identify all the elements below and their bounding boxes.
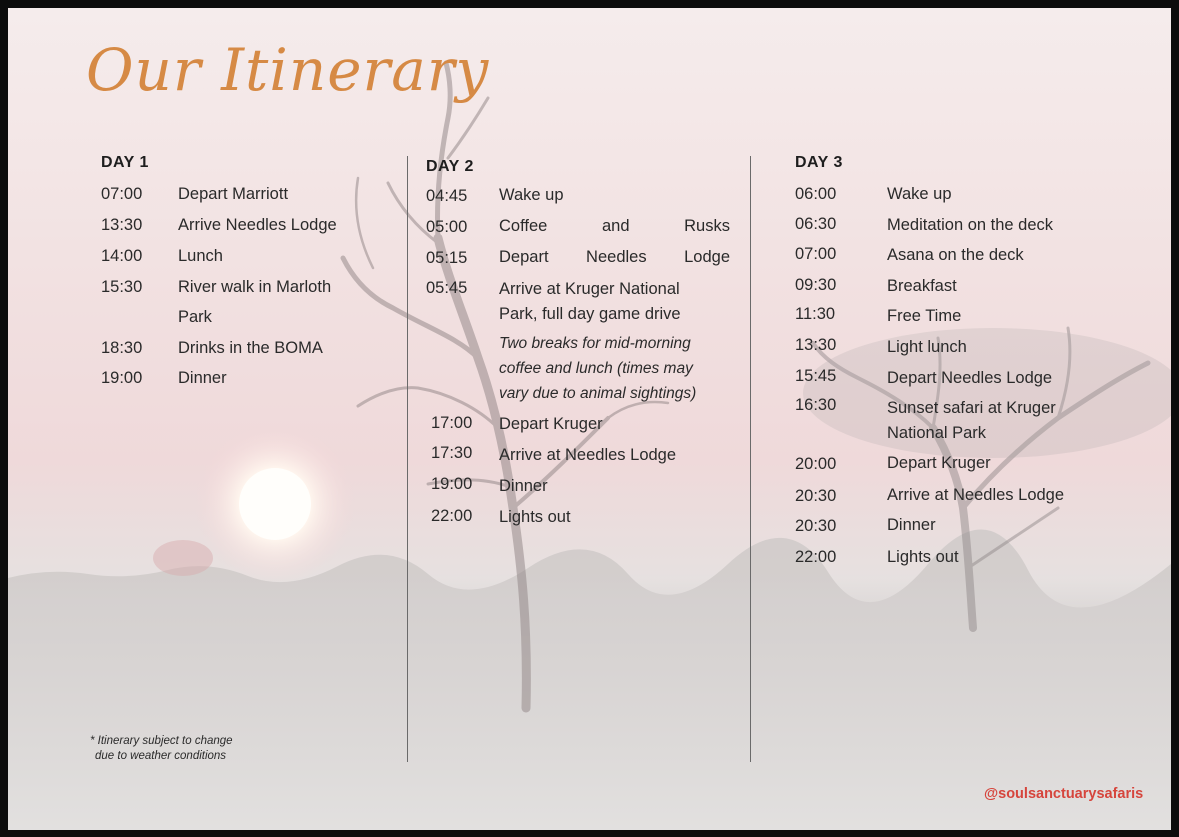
time-label: 07:00 — [795, 245, 837, 263]
day-heading: DAY 3 — [795, 154, 843, 171]
activity-word: Lodge — [684, 248, 730, 266]
time-label: 19:00 — [431, 475, 473, 493]
activity-label: Free Time — [887, 307, 962, 325]
activity-label: Asana on the deck — [887, 246, 1024, 264]
activity-label: Arrive at Needles Lodge — [887, 486, 1065, 504]
activity-label: Arrive Needles Lodge — [178, 216, 337, 234]
itinerary-page — [8, 8, 1171, 830]
time-label: 14:00 — [101, 247, 143, 265]
column-divider — [407, 156, 408, 762]
activity-label: Dinner — [499, 477, 548, 495]
page-title: Our Itinerary — [86, 36, 490, 104]
footnote — [90, 734, 233, 764]
activity-word: Needles — [586, 248, 647, 266]
activity-label: Meditation on the deck — [887, 216, 1054, 234]
time-label: 20:30 — [795, 517, 837, 535]
activity-note: Two breaks for mid-morning — [499, 335, 691, 352]
activity-label: Lights out — [887, 548, 959, 566]
activity-word: Depart — [499, 248, 549, 266]
activity-label — [499, 217, 730, 236]
time-label: 05:15 — [426, 249, 468, 267]
time-label: 20:00 — [795, 455, 837, 473]
time-label: 07:00 — [101, 185, 143, 203]
day-heading: DAY 2 — [426, 158, 474, 175]
activity-label: Light lunch — [887, 338, 967, 356]
time-label: 13:30 — [795, 336, 837, 354]
time-label: 05:00 — [426, 218, 468, 236]
time-label: 04:45 — [426, 187, 468, 205]
social-handle: @soulsanctuarysafaris — [984, 786, 1144, 802]
sun — [239, 468, 311, 540]
time-label: 22:00 — [431, 507, 473, 525]
activity-label: Dinner — [178, 369, 227, 387]
activity-label: Lights out — [499, 508, 571, 526]
activity-label: Arrive at Kruger National — [499, 280, 680, 298]
activity-label: Wake up — [887, 185, 952, 203]
time-label: 20:30 — [795, 487, 837, 505]
day-heading: DAY 1 — [101, 154, 149, 171]
footnote-line: due to weather conditions — [95, 750, 227, 762]
time-label: 22:00 — [795, 548, 837, 566]
activity-label: Wake up — [499, 186, 564, 204]
activity-label: Sunset safari at Kruger — [887, 399, 1056, 417]
activity-label — [499, 248, 730, 267]
time-label: 15:30 — [101, 278, 143, 296]
activity-label: Depart Kruger — [499, 415, 603, 433]
time-label: 11:30 — [795, 305, 836, 323]
time-label: 06:30 — [795, 215, 837, 233]
activity-note: coffee and lunch (times may — [499, 360, 693, 377]
time-label: 09:30 — [795, 276, 837, 294]
time-label: 05:45 — [426, 279, 468, 297]
activity-label: Park, full day game drive — [499, 305, 681, 323]
activity-note: vary due to animal sightings) — [499, 385, 697, 402]
activity-label: Breakfast — [887, 277, 957, 295]
time-label: 06:00 — [795, 185, 837, 203]
time-label: 19:00 — [101, 369, 143, 387]
time-label: 13:30 — [101, 216, 143, 234]
footnote-line: * Itinerary subject to change — [90, 735, 233, 747]
activity-label: Depart Needles Lodge — [887, 369, 1053, 387]
activity-label: Park — [178, 308, 212, 326]
activity-label: Depart Kruger — [887, 454, 991, 472]
activity-label: Lunch — [178, 247, 223, 265]
acacia-canopy — [803, 328, 1171, 458]
activity-label: Drinks in the BOMA — [178, 339, 323, 357]
activity-label: Arrive at Needles Lodge — [499, 446, 677, 464]
activity-word: and — [601, 217, 630, 235]
activity-label: Depart Marriott — [178, 185, 289, 203]
time-label: 15:45 — [795, 367, 837, 385]
activity-word: Coffee — [499, 217, 548, 235]
column-divider — [750, 156, 751, 762]
activity-label: Dinner — [887, 516, 936, 534]
activity-label: National Park — [887, 424, 987, 442]
time-label: 18:30 — [101, 339, 143, 357]
time-label: 16:30 — [795, 396, 837, 414]
time-label: 17:00 — [431, 414, 473, 432]
activity-label: River walk in Marloth — [178, 278, 332, 296]
time-label: 17:30 — [431, 444, 473, 462]
activity-word: Rusks — [684, 217, 730, 235]
